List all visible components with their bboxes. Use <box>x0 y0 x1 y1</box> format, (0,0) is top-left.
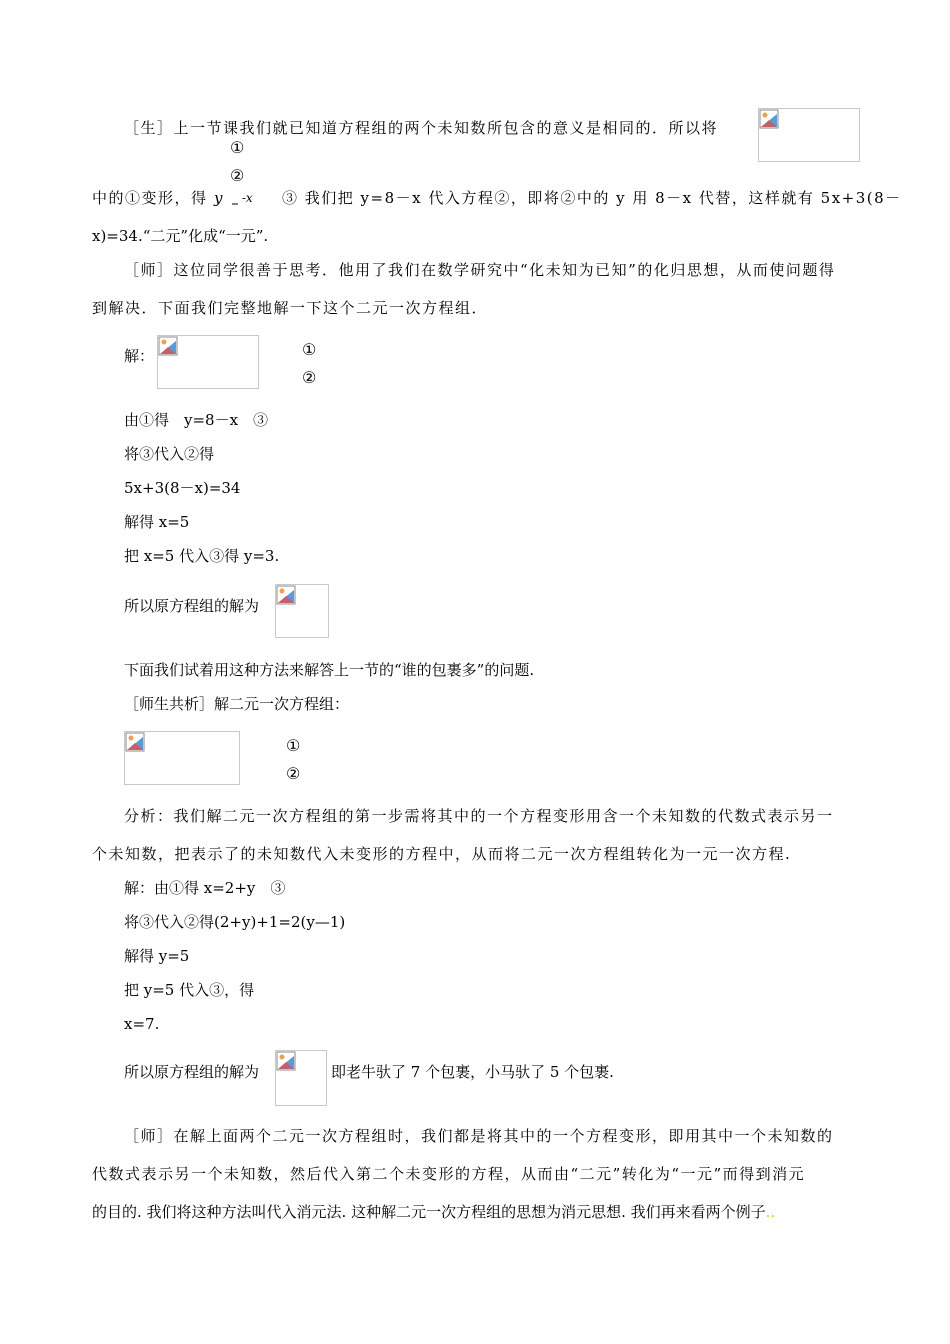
marker-1: ① <box>230 138 245 157</box>
solution-result: 所以原方程组的解为 <box>124 597 260 615</box>
solution-step: 解得 x=5 <box>124 513 190 531</box>
solution-step: 将③代入②得(2+y)+1=2(y—1) <box>124 913 346 931</box>
marker-1: ① <box>286 736 301 755</box>
paragraph-line: 代数式表示另一个未知数，然后代入第二个未变形的方程，从而由“二元”转化为“一元”而得到消元 <box>92 1165 806 1183</box>
solution-step: 解：由①得 x=2+y ③ <box>124 879 286 897</box>
solution-result: 所以原方程组的解为 <box>124 1063 260 1081</box>
broken-image-icon <box>276 585 296 605</box>
highlight-dots: .. <box>765 1203 776 1221</box>
broken-image-icon <box>125 732 145 752</box>
paragraph-line: 下面我们试着用这种方法来解答上一节的“谁的包裹多”的问题. <box>124 661 535 679</box>
paragraph-line: 中的①变形，得 <box>92 189 208 207</box>
equation-image <box>758 108 860 162</box>
solution-step: x=7. <box>124 1015 160 1033</box>
equation-image <box>157 335 259 389</box>
paragraph-line: 分析：我们解二元一次方程组的第一步需将其中的一个方程变形用含一个未知数的代数式表示另一 <box>124 807 834 825</box>
marker-2: ② <box>286 764 301 783</box>
paragraph-line: x)=34.“二元”化成“一元”. <box>92 227 269 245</box>
solution-step: 将③代入②得 <box>124 445 215 463</box>
solution-step: 5x+3(8－x)=34 <box>124 479 241 497</box>
marker-1: ① <box>302 340 317 359</box>
broken-image-icon <box>276 1051 296 1071</box>
solution-step: 解得 y=5 <box>124 947 190 965</box>
broken-image-icon <box>759 109 779 129</box>
paragraph-line: ［师生共析］解二元一次方程组： <box>124 695 350 713</box>
paragraph-text: 的目的. 我们将这种方法叫代入消元法. 这种解二元一次方程组的思想为消元思想. 我们再来看两个例子 <box>92 1203 766 1221</box>
paragraph-line: ［生］上一节课我们就已知道方程组的两个未知数所包含的意义是相同的．所以将 <box>124 119 719 137</box>
paragraph-line: 个未知数，把表示了的未知数代入未变形的方程中，从而将二元一次方程组转化为一元一次方程. <box>92 845 792 863</box>
solution-step: 把 y=5 代入③，得 <box>124 981 255 999</box>
equation-image <box>275 584 329 638</box>
equation-image <box>124 731 240 785</box>
solution-step: 由①得 y=8－x ③ <box>124 411 269 429</box>
solve-label: 解： <box>124 347 155 365</box>
broken-image-icon <box>158 336 178 356</box>
paragraph-line: ［师］在解上面两个二元一次方程组时，我们都是将其中的一个方程变形，即用其中一个未知数的 <box>124 1127 834 1145</box>
paragraph-line: ③ 我们把 y=8－x 代入方程②，即将②中的 y 用 8－x 代替，这样就有 5x+3(8－ <box>282 189 902 207</box>
small-expression: ‗ ‐x <box>232 191 253 205</box>
paragraph-line: ［师］这位同学很善于思考．他用了我们在数学研究中“化未知为已知”的化归思想，从而使问题得 <box>124 261 836 279</box>
solution-conclusion: 即老牛驮了 7 个包裹，小马驮了 5 个包裹. <box>331 1063 614 1081</box>
marker-2: ② <box>230 166 245 185</box>
equation-image <box>275 1050 327 1106</box>
solution-step: 把 x=5 代入③得 y=3. <box>124 547 280 565</box>
marker-2: ② <box>302 368 317 387</box>
paragraph-line: 到解决．下面我们完整地解一下这个二元一次方程组． <box>92 299 489 317</box>
paragraph-line <box>92 1202 775 1222</box>
small-y: y <box>214 189 223 207</box>
